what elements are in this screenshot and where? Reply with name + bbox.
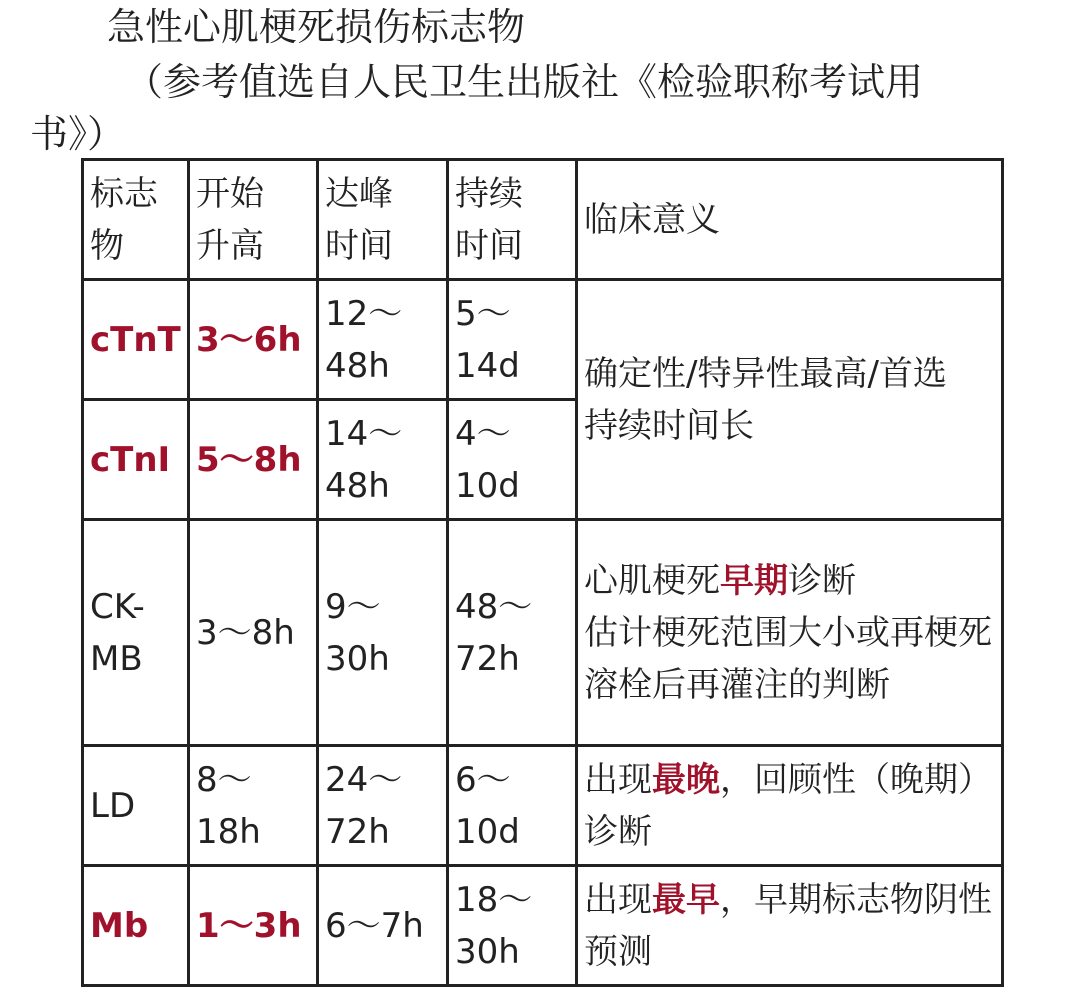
cell-ckmb-onset: 3～8h: [189, 520, 318, 746]
page-title: 急性心肌梗死损伤标志物: [107, 5, 526, 49]
table-row-ctnt: [83, 280, 1003, 400]
ckmb-meaning-line1: [584, 555, 995, 607]
ckmb-meaning-line2: 估计梗死范围大小或再梗死: [584, 612, 992, 653]
cell-ckmb-meaning: [577, 520, 1003, 746]
cell-mb-duration: 18～ 30h: [448, 866, 577, 986]
cell-ckmb-duration: 48～ 72h: [448, 520, 577, 746]
cell-ctni-marker: cTnI: [83, 400, 189, 520]
cell-ld-onset: 8～ 18h: [189, 746, 318, 866]
ld-meaning-pre: 出现: [584, 759, 652, 800]
troponin-meaning-line1: 确定性/特异性最高/首选: [584, 353, 947, 394]
cell-ckmb-marker: CK- MB: [83, 520, 189, 746]
cell-mb-marker: Mb: [83, 866, 189, 986]
cell-ld-marker: LD: [83, 746, 189, 866]
cell-ctnt-peak: 12～ 48h: [318, 280, 448, 400]
table-header-row: [83, 160, 1003, 280]
table-row-mb: [83, 866, 1003, 986]
header-marker: 标志 物: [83, 160, 189, 280]
cell-ld-peak: 24～ 72h: [318, 746, 448, 866]
cell-ld-duration: 6～ 10d: [448, 746, 577, 866]
ckmb-meaning-line3: 溶栓后再灌注的判断: [584, 664, 890, 705]
cell-mb-meaning: [577, 866, 1003, 986]
cell-ctni-duration: 4～ 10d: [448, 400, 577, 520]
cell-ctni-onset: 5～8h: [189, 400, 318, 520]
cell-ctni-peak: 14～ 48h: [318, 400, 448, 520]
cell-ld-meaning: [577, 746, 1003, 866]
table-row-ld: [83, 746, 1003, 866]
cell-ckmb-peak: 9～ 30h: [318, 520, 448, 746]
ckmb-meaning-emphasis: 早期: [720, 560, 788, 601]
mb-meaning-pre: 出现: [584, 879, 652, 920]
page-subtitle: （参考值选自人民卫生出版社《检验职称考试用书》）: [30, 60, 924, 156]
mb-meaning-emphasis: 最早: [652, 879, 720, 920]
header-onset: 开始 升高: [189, 160, 318, 280]
troponin-meaning-line2: 持续时间长: [584, 405, 754, 446]
cell-ctnt-duration: 5～ 14d: [448, 280, 577, 400]
ld-meaning-post: ，回顾性（晚期）诊断: [584, 759, 992, 852]
cell-mb-onset: 1～3h: [189, 866, 318, 986]
marker-table: [81, 158, 1004, 987]
ld-meaning-emphasis: 最晚: [652, 759, 720, 800]
header-duration: 持续 时间: [448, 160, 577, 280]
header-peak: 达峰 时间: [318, 160, 448, 280]
cell-mb-peak: 6～7h: [318, 866, 448, 986]
mb-meaning-post: ，早期标志物阴性预测: [584, 879, 992, 972]
header-meaning: 临床意义: [577, 160, 1003, 280]
ckmb-meaning-post: 诊断: [788, 560, 856, 601]
cell-troponin-meaning: [577, 280, 1003, 520]
cell-ctnt-onset: 3～6h: [189, 280, 318, 400]
ckmb-meaning-pre: 心肌梗死: [584, 560, 720, 601]
cell-ctnt-marker: cTnT: [83, 280, 189, 400]
table-row-ckmb: [83, 520, 1003, 746]
